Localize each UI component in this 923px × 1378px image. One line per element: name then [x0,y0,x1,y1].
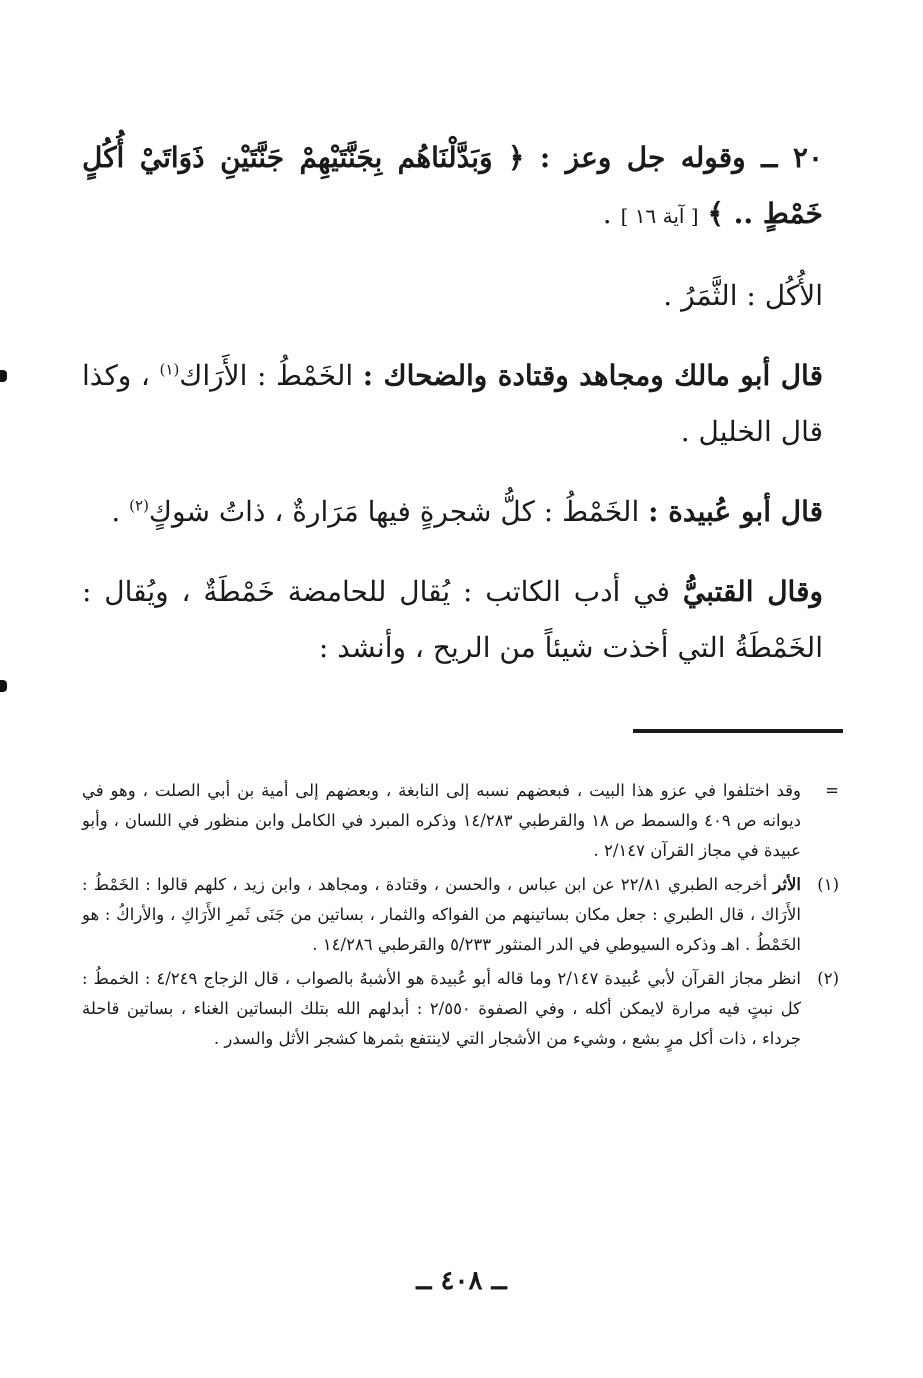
commentary-text: الخَمْطُ : كلُّ شجرةٍ فيها مَرَارةٌ ، ذاتُ شوكٍ [148,495,649,528]
main-text [82,130,823,700]
verse-heading: ٢٠ ــ وقوله جل وعز : ﴿ وَبَدَّلْنَاهُم بِجَنَّتَيْهِمْ جَنَّتَيْنِ ذَوَاتَيْ أُكُلٍ خَمْطٍ .. ﴾ [82,141,823,230]
footnote-text [82,870,801,960]
commentary-paragraph [82,348,823,460]
footnote-text: انظر مجاز القرآن لأبي عُبيدة ٢/١٤٧ وما قاله أبو عُبيدة هو الأشبهُ بالصواب ، قال الزجاج ٤/٢٤٩ : الخمطُ : كل نبتٍ فيه مرارة لايمكن أكله ، وفي الصفوة ٢/٥٥٠ : أبدلهم الله بتلك البساتين الغناء ، بساتين قاحلة جرداء ، ذات أكل مرٍ بشع ، وشيء من الأشجار التي لاينتفع بثمرها كشجر الأثل والسدر . [82,969,801,1048]
footnotes [82,776,839,1058]
footnote-text: وقد اختلفوا في عزو هذا البيت ، فبعضهم نسبه إلى النابغة ، وبعضهم إلى أمية بن أبي الصلت ، وهو في ديوانه ص ٤٠٩ والسمط ص ١٨ والقرطبي ١٤/٢٨٣ وذكره المبرد في الكامل وابن منظور في اللسان ، وأبو عبيدة في مجاز القرآن ٢/١٤٧ . [82,781,802,860]
commentary-heading: قال أبو مالك ومجاهد وقتادة والضحاك : [362,359,823,392]
commentary-text: . [111,495,130,528]
scan-edge-mark [0,680,7,692]
commentary-paragraph [82,564,823,676]
commentary-paragraph [82,484,823,540]
footnote-separator [633,729,843,733]
definition-text: الأُكُل : الثَّمَرُ . [663,279,823,312]
footnote-body: أخرجه الطبري ٢٢/٨١ عن ابن عباس ، والحسن ، وقتادة ، ومجاهد ، وابن زيد ، كلهم قالوا : الخَمْطُ : الأَرَاك ، قال الطبري : جعل مكان بساتينهم من الفواكه والثمار ، بساتين من جَنَى ثَمرِ الأَرَاكِ ، والأراكُ : هو الخَمْطُ . اهـ وذكره السيوطي في الدر المنثور ٥/٢٣٣ والقرطبي ١٤/٢٨٦ . [82,875,801,954]
scan-edge-mark [0,370,7,382]
page-number: ــ ٤٠٨ ــ [416,1266,507,1296]
commentary-text: ، وكذا قال الخليل . [82,359,823,448]
commentary-text: في أدب الكاتب : يُقال للحامضة خَمْطَةٌ ، ويُقال : الخَمْطَةُ التي أخذت شيئاً من الريح ، وأنشد : [82,575,823,664]
definition-paragraph [82,268,823,324]
footnote-marker: (٢) [817,969,839,988]
footnote-reference: (٢) [129,496,149,515]
ayah-reference: [ آية ١٦ ] [620,204,699,228]
footnote-marker: (١) [817,875,839,894]
commentary-text: الخَمْطُ : الأَرَاك [179,359,363,392]
footnote-reference: (١) [159,360,180,379]
footnote [82,870,839,960]
footnote [82,964,839,1054]
paragraph-tail: . [602,197,621,230]
footnote [82,776,839,866]
footnote-lead: الأثر [773,875,801,894]
commentary-heading: قال أبو عُبيدة : [648,495,823,528]
footnote-marker: = [825,781,839,800]
commentary-heading: وقال القتبيُّ [682,575,823,608]
verse-paragraph [82,130,823,244]
